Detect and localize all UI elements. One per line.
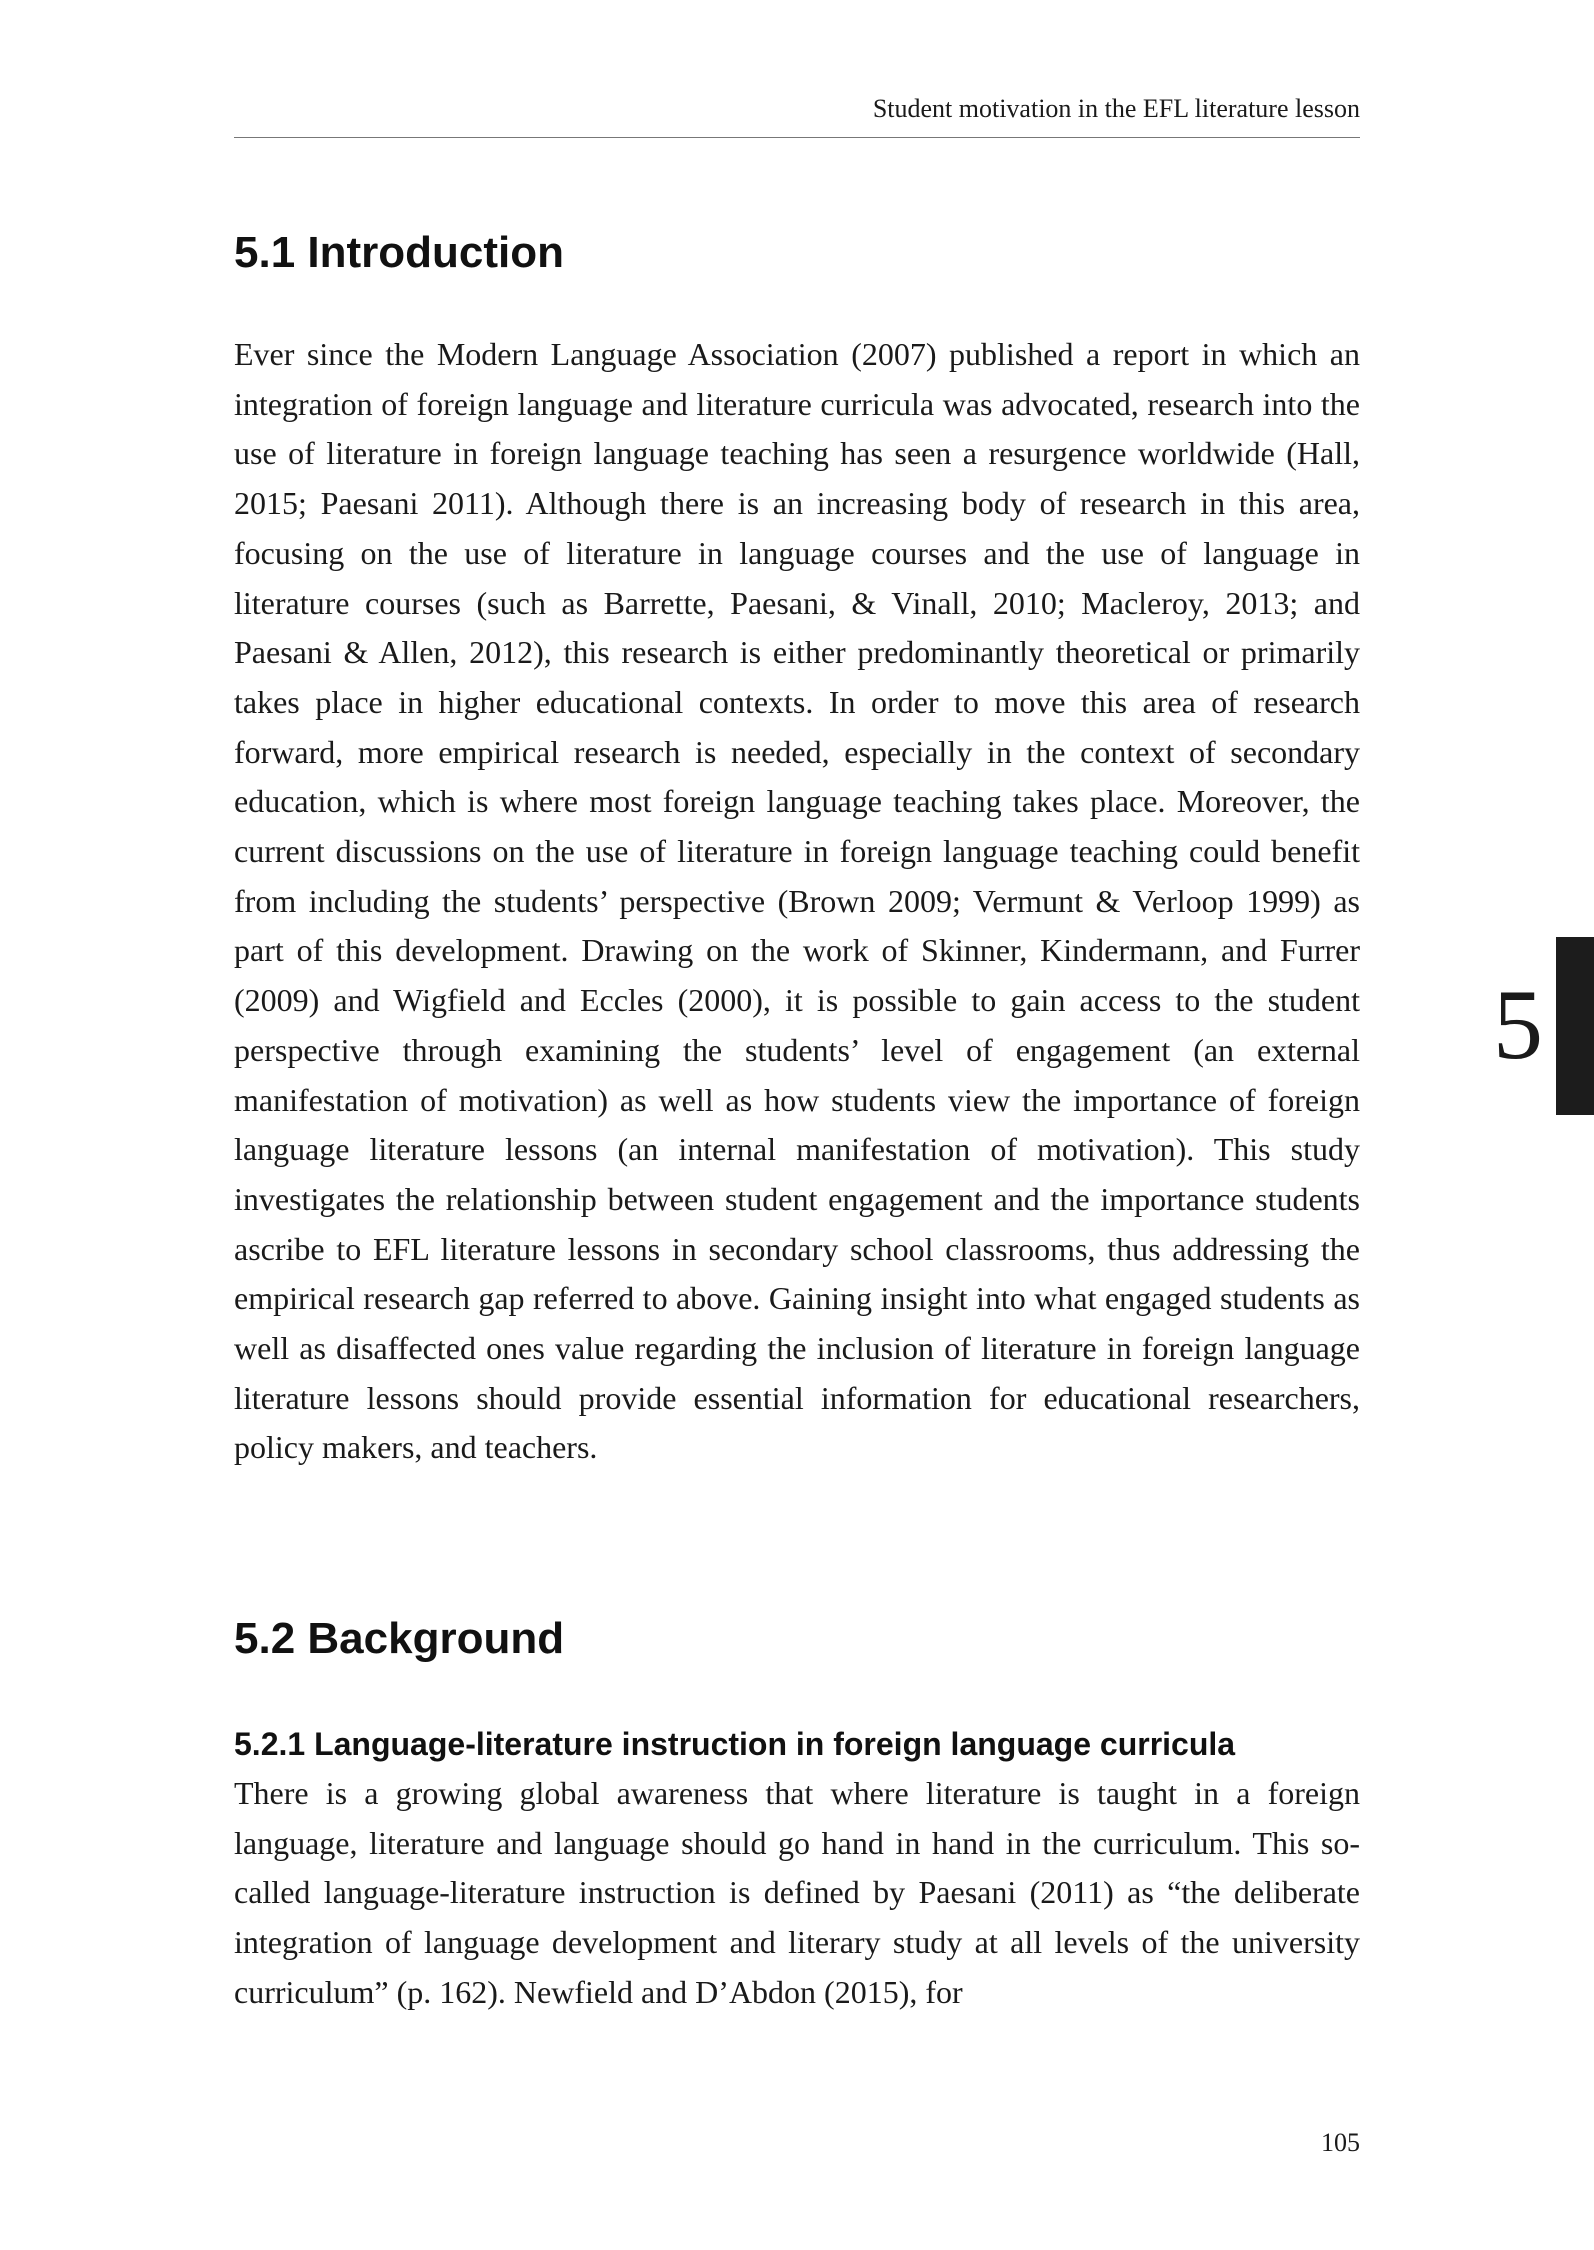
section-heading-introduction: 5.1 Introduction	[234, 228, 564, 277]
chapter-thumb-tab	[1556, 937, 1594, 1115]
page-number: 105	[1321, 2128, 1360, 2157]
running-head: Student motivation in the EFL literature lesson	[872, 94, 1360, 123]
chapter-number: 5	[1493, 969, 1543, 1080]
subsection-heading-language-literature: 5.2.1 Language-literature instruction in foreign language curricula	[234, 1726, 1236, 1762]
introduction-paragraph: Ever since the Modern Language Association (2007) published a report in which an integration of foreign language and literature curricula was advocated, research into the use of literature in foreign language teaching has seen a resurgence worldwide (Hall, 2015; Paesani 2011). Although there is an increasing body of research in this area, focusing on the use of literature in language courses and the use of language in literature courses (such as Barrette, Paesani, & Vinall, 2010; Macleroy, 2013; and Paesani & Allen, 2012), this research is either predominantly theoretical or primarily takes place in higher educational contexts. In order to move this area of research forward, more empirical research is needed, especially in the context of secondary education, which is where most foreign language teaching takes place. Moreover, the current discussions on the use of literature in foreign language teaching could benefit from including the students’ perspective (Brown 2009; Vermunt & Verloop 1999) as part of this development. Drawing on the work of Skinner, Kindermann, and Furrer (2009) and Wigfield and Eccles (2000), it is possible to gain access to the student perspective through examining the students’ level of engagement (an external manifestation of motivation) as well as how students view the importance of foreign language literature lessons (an internal manifestation of motivation). This study investigates the relationship between student engagement and the importance students ascribe to EFL literature lessons in secondary school classrooms, thus addressing the empirical research gap referred to above. Gaining insight into what engaged students as well as disaffected ones value regarding the inclusion of literature in foreign language literature lessons should provide essential information for educational researchers, policy makers, and teachers.	[234, 336, 1360, 1466]
background-paragraph: There is a growing global awareness that where literature is taught in a foreign language, literature and language should go hand in hand in the curriculum. This so-called language-literature instruction is defined by Paesani (2011) as “the deliberate integration of language development and literary study at all levels of the university curriculum” (p. 162). Newfield and D’Abdon (2015), for	[234, 1775, 1360, 2010]
section-heading-background: 5.2 Background	[234, 1614, 565, 1663]
header-rule	[234, 137, 1360, 138]
